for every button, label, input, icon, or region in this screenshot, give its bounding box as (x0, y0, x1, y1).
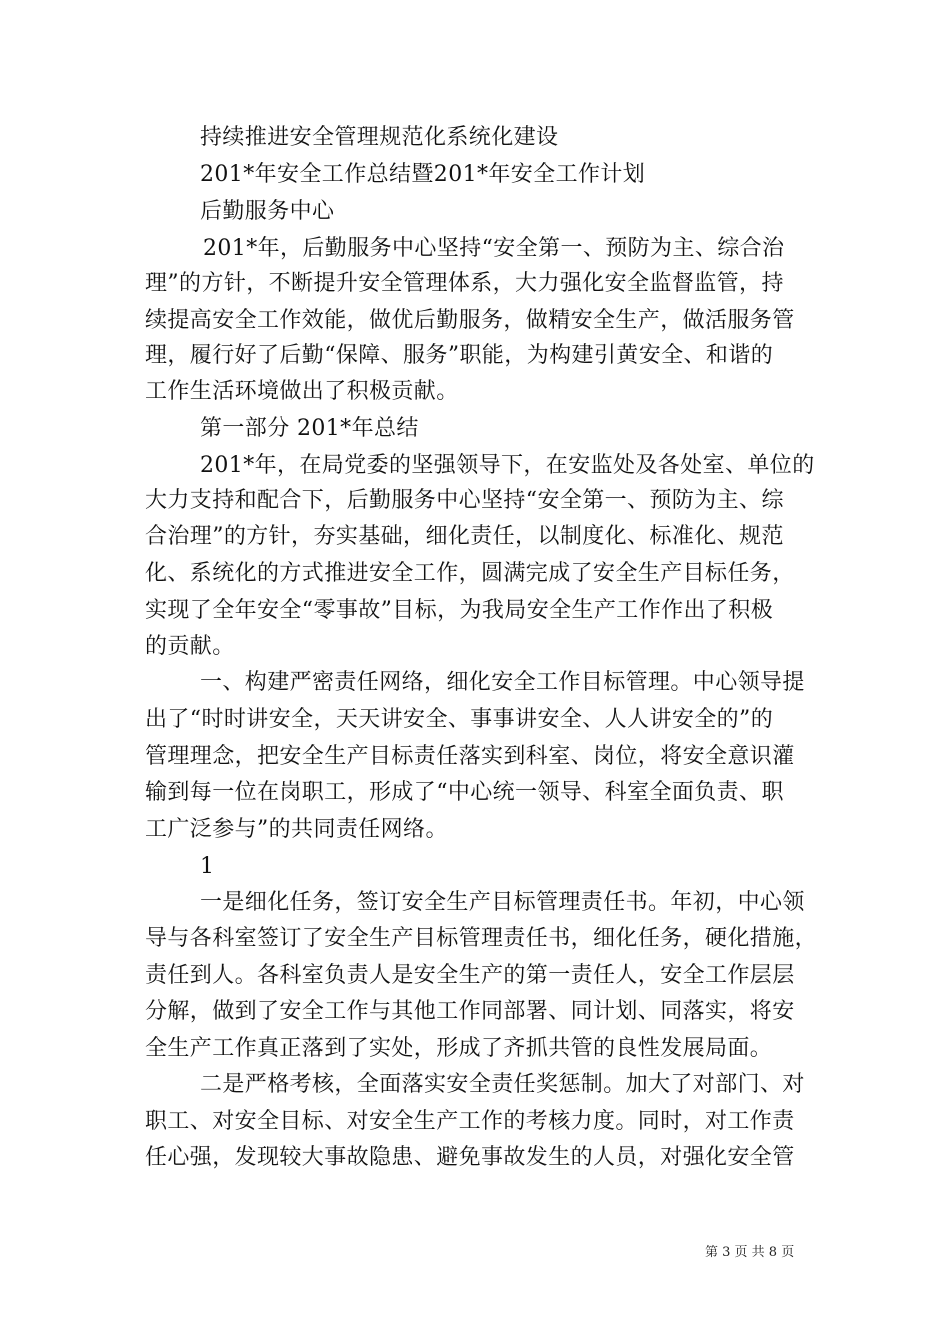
paragraph-line: 化、系统化的方式推进安全工作，圆满完成了安全生产目标任务， (145, 561, 795, 586)
paragraph-line: 工作生活环境做出了积极贡献。 (145, 379, 459, 404)
paragraph-line: 理，履行好了后勤“保障、服务”职能，为构建引黄安全、和谐的 (145, 343, 774, 368)
title-line: 持续推进安全管理规范化系统化建设 (200, 125, 559, 150)
paragraph-line: 实现了全年安全“零事故”目标，为我局安全生产工作作出了积极 (145, 598, 774, 623)
paragraph-line: 任心强，发现较大事故隐患、避免事故发生的人员，对强化安全管 (145, 1145, 795, 1170)
paragraph-line: 责任到人。各科室负责人是安全生产的第一责任人，安全工作层层 (145, 963, 795, 988)
organization-line: 后勤服务中心 (200, 199, 335, 224)
paragraph-line: 管理理念，把安全生产目标责任落实到科室、岗位，将安全意识灌 (145, 744, 795, 769)
paragraph-line: 201*年，在局党委的坚强领导下，在安监处及各处室、单位的 (200, 453, 815, 478)
paragraph-line: 全生产工作真正落到了实处，形成了齐抓共管的良性发展局面。 (145, 1036, 773, 1061)
paragraph-line: 理”的方针，不断提升安全管理体系，大力强化安全监督监管，持 (145, 271, 784, 296)
paragraph-line: 一、构建严密责任网络，细化安全工作目标管理。中心领导提 (200, 670, 805, 695)
paragraph-line: 合治理”的方针，夯实基础，细化责任，以制度化、标准化、规范 (145, 524, 784, 549)
paragraph-line: 续提高安全工作效能，做优后勤服务，做精安全生产，做活服务管 (145, 308, 795, 333)
paragraph-line: 输到每一位在岗职工，形成了“中心统一领导、科室全面负责、职 (145, 780, 784, 805)
page-number-marker: 1 (200, 854, 215, 879)
paragraph-line: 二是严格考核，全面落实安全责任奖惩制。加大了对部门、对 (200, 1072, 805, 1097)
paragraph-line: 的贡献。 (145, 634, 235, 659)
paragraph-line: 大力支持和配合下，后勤服务中心坚持“安全第一、预防为主、综 (145, 488, 784, 513)
paragraph-line: 201*年，后勤服务中心坚持“安全第一、预防为主、综合治 (203, 236, 785, 261)
section-heading: 第一部分 201*年总结 (200, 416, 419, 441)
paragraph-line: 工广泛参与”的共同责任网络。 (145, 817, 448, 842)
page-footer: 第 3 页 共 8 页 (705, 1245, 795, 1260)
paragraph-line: 一是细化任务，签订安全生产目标管理责任书。年初，中心领 (200, 890, 805, 915)
paragraph-line: 职工、对安全目标、对安全生产工作的考核力度。同时，对工作责 (145, 1109, 795, 1134)
paragraph-line: 导与各科室签订了安全生产目标管理责任书，细化任务，硬化措施， (145, 926, 818, 951)
paragraph-line: 出了“时时讲安全，天天讲安全、事事讲安全、人人讲安全的”的 (145, 707, 774, 732)
paragraph-line: 分解，做到了安全工作与其他工作同部署、同计划、同落实，将安 (145, 999, 795, 1024)
subtitle-line: 201*年安全工作总结暨201*年安全工作计划 (200, 162, 646, 187)
